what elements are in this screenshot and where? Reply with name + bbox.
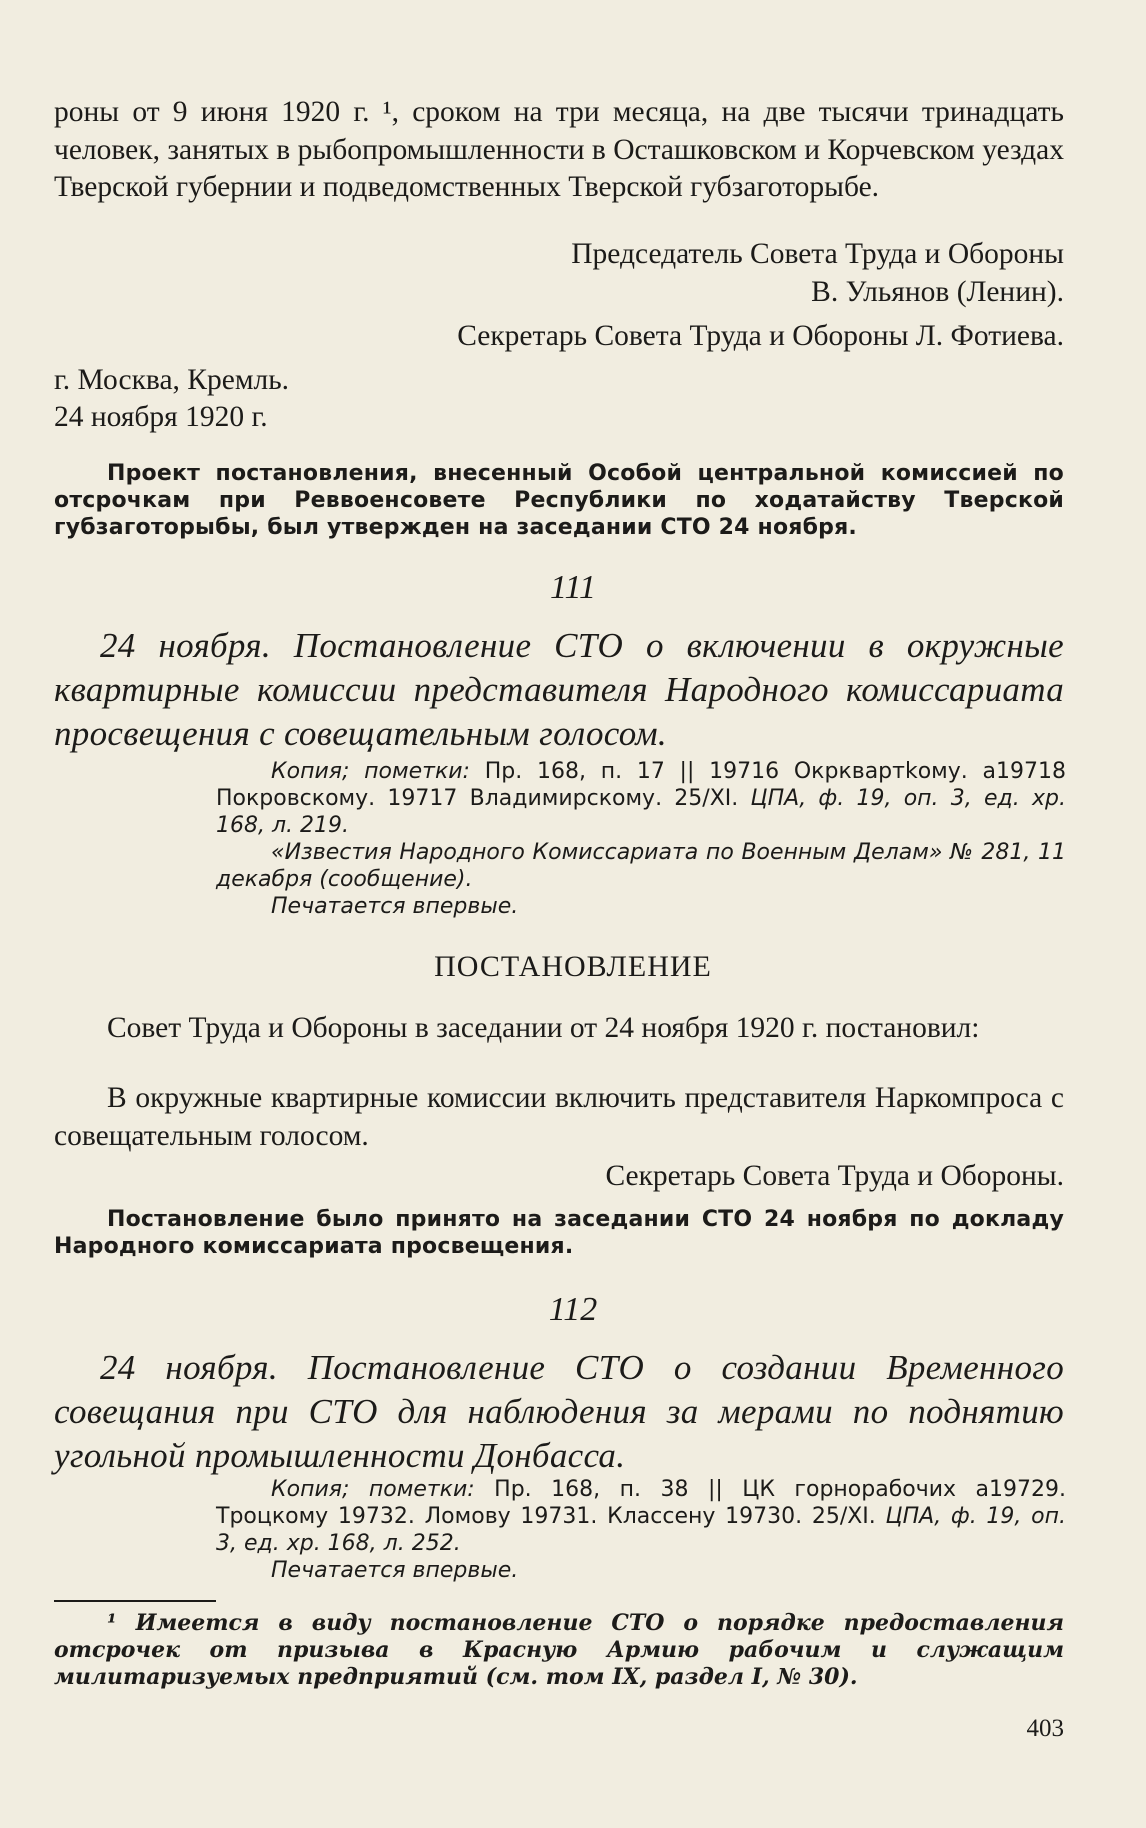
editorial-comment-1: Проект постановления, внесенный Особой центральной комиссией по отсрочкам при Реввоенсовете Республики по ходатайству Тверской губзаготорыбы, был утвержден на заседании СТО 24 ноября. <box>54 461 1064 540</box>
signature-chairman-title: Председатель Совета Труда и Обороны <box>571 238 1064 270</box>
place: г. Москва, Кремль. <box>54 364 290 396</box>
date: 24 ноября 1920 г. <box>54 401 268 433</box>
note-archive: ЦПА, ф. 19, оп. 3, ед. хр. 168, л. 252. <box>216 1504 1066 1556</box>
resolution-paragraph-2: В окружные квартирные комиссии включить представителя Наркомпроса с совещательным голосом. <box>54 1082 1064 1152</box>
footnote-divider <box>54 1600 216 1602</box>
note-text: Пр. 168, п. 17 || 19716 Окрквартkому. a19718 Покровскому. 19717 Владимирскому. 25/XI. <box>216 759 1066 811</box>
archival-note-111 <box>216 758 1066 920</box>
signature-secretary: Секретарь Совета Труда и Обороны Л. Фотиева. <box>457 320 1064 352</box>
document-number-111: 111 <box>550 569 596 606</box>
note-label: Копия; пометки: <box>271 1477 475 1502</box>
document-heading-111: 24 ноября. Постановление СТО о включении в окружные квартирные комиссии представителя Народного комиссариата просвещения с совещательным голосом. <box>54 626 1064 753</box>
archival-note-112 <box>216 1476 1066 1584</box>
document-heading-112: 24 ноября. Постановление СТО о создании Временного совещания при СТО для наблюдения за мерами по поднятию угольной промышленности Донбасса. <box>54 1348 1064 1475</box>
note-label: Копия; пометки: <box>271 759 470 784</box>
resolution-title: ПОСТАНОВЛЕНИЕ <box>434 950 712 983</box>
editorial-comment-111: Постановление было принято на заседании СТО 24 ноября по докладу Народного комиссариата просвещения. <box>54 1207 1064 1259</box>
note-text: Пр. 168, п. 38 || ЦК горнорабочих a19729. Троцкому 19732. Ломову 19731. Классену 19730. 25/XI. <box>216 1477 1066 1529</box>
footnote: ¹ Имеется в виду постановление СТО о порядке предоставления отсрочек от призыва в Красную Армию рабочим и служащим милитаризуемых предприятий (см. том IX, раздел I, № 30). <box>54 1610 1064 1690</box>
document-number-112: 112 <box>548 1291 598 1328</box>
page-number: 403 <box>1026 1715 1064 1742</box>
resolution-signature: Секретарь Совета Труда и Обороны. <box>605 1160 1064 1192</box>
paragraph-continuation: роны от 9 июня 1920 г. ¹, сроком на три месяца, на две тысячи тринадцать человек, занятых в рыбопромышленности в Осташковском и Корчевском уездах Тверской губернии и подведомственных Тверской губзаготорыбе. <box>54 96 1064 203</box>
signature-chairman-name: В. Ульянов (Ленин). <box>811 276 1064 308</box>
note-publication: «Известия Народного Комиссариата по Военным Делам» № 281, 11 декабря (сообщение). <box>216 840 1066 892</box>
note-print-status: Печатается впервые. <box>271 1558 519 1583</box>
note-print-status: Печатается впервые. <box>271 894 519 919</box>
resolution-paragraph-1: Совет Труда и Обороны в заседании от 24 ноября 1920 г. постановил: <box>107 1012 980 1044</box>
note-archive: ЦПА, ф. 19, оп. 3, ед. хр. 168, л. 219. <box>216 786 1066 838</box>
